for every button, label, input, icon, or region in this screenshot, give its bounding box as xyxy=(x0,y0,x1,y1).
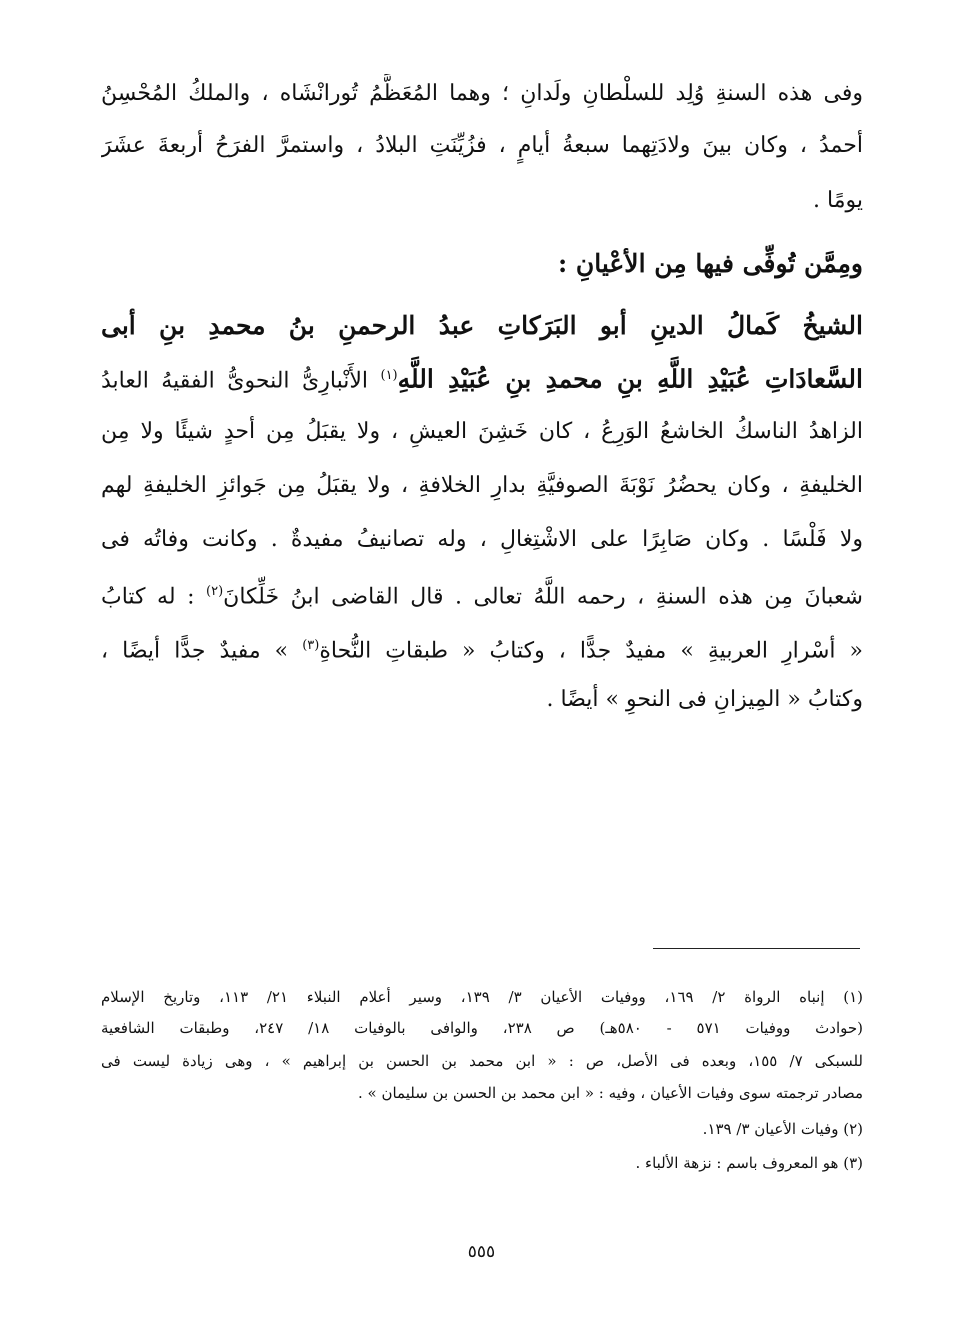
biography-name-bold: السَّعادَاتِ عُبَيْدِ اللَّهِ بنِ محمدِ بنِ عُبَيْدِ اللَّهِ xyxy=(397,364,863,394)
biography-line-books xyxy=(101,626,863,670)
biography-line: ولا فَلْسًا . وكان صَابِرًا على الاشْتِغالِ ، وله تصانيفُ مفيدةٌ . وكانت وفاتُه فى xyxy=(101,527,863,552)
footnote-line: (١) إنباه الرواة ٢/ ١٦٩، ووفيات الأعيان ٣/ ١٣٩، وسير أعلام النبلاء ٢١/ ١١٣، وتاريخ الإسلام xyxy=(101,988,863,1006)
biography-line: الخليفةِ ، وكان يحضُرُ نَوْبَةَ الصوفيَّةِ بدارِ الخلافةِ ، ولا يقبَلُ مِن جَوائزِ الخليفةِ لهم xyxy=(101,473,863,498)
footnote-line: (حوادث ووفيات ٥٧١ - ٥٨٠هـ) ص ٢٣٨، والوافى بالوفيات ١٨/ ٢٤٧، وطبقات الشافعية xyxy=(101,1019,863,1037)
biography-text: « أسْرارِ العربيةِ » مفيدٌ جدًّا ، وكتابُ « طبقاتِ النُّحاةِ xyxy=(319,638,863,664)
biography-line: وكتابُ « المِيزانِ فى النحوِ » أيضًا . xyxy=(546,687,863,712)
footnote-line: للسبكى ٧/ ١٥٥، وبعده فى الأصل، ص : « ابن محمد بن الحسن بن إبراهيم » ، وهى زيادة ليست فى xyxy=(101,1052,863,1070)
paragraph-line: أحمدُ ، وكان بينَ ولادَتِهما سبعةُ أيامٍ ، فزُيِّنَتِ البلادُ ، واستمرَّ الفرَحُ أربعةَ عشَرَ xyxy=(101,133,863,158)
footnote-ref: (٣) xyxy=(302,638,320,653)
biography-line-khallikan xyxy=(101,572,863,616)
biography-name-line-2 xyxy=(101,356,863,400)
footnote-ref: (٢) xyxy=(206,584,224,599)
footnote-separator xyxy=(653,948,860,949)
footnote-line: (٣) هو المعروف باسم : نزهة الألباء . xyxy=(635,1154,863,1172)
biography-name-rest: الأَنْبارِىُّ النحوىُّ الفقيهُ العابدُ xyxy=(101,368,368,394)
biography-text: » مفيدٌ جدًّا أيضًا ، xyxy=(101,638,289,664)
biography-text: : له كتابُ xyxy=(101,584,195,610)
section-heading: ومِمَّن تُوفِّى فيها مِن الأعْيانِ : xyxy=(557,249,863,278)
page-number: ٥٥٥ xyxy=(467,1242,496,1262)
footnote-line: (٢) وفيات الأعيان ٣/ ١٣٩. xyxy=(702,1120,863,1138)
footnote-ref: (١) xyxy=(380,368,398,383)
biography-text: شعبانَ مِن هذه السنةِ ، رحمه اللَّهُ تعالى . قال القاضى ابنُ خَلِّكانَ xyxy=(223,584,863,610)
biography-name-line: الشيخُ كَمالُ الدينِ أبو البَرَكاتِ عبدُ الرحمنِ بنُ محمدِ بنِ أبى xyxy=(101,311,863,340)
footnote-line: مصادر ترجمته سوى وفيات الأعيان ، وفيه : « ابن محمد بن الحسن بن سليمان » . xyxy=(357,1084,863,1102)
paragraph-line: وفى هذه السنةِ وُلِد للسلْطانِ ولَدانِ ؛ وهما المُعَظَّمُ تُورانْشَاه ، والملكُ المُحْسِنُ xyxy=(101,81,863,106)
paragraph-line: يومًا . xyxy=(813,188,863,213)
biography-line: الزاهدُ الناسكُ الخاشعُ الوَرِعُ ، كان خَشِنَ العيشِ ، ولا يقبَلُ مِن أحدٍ شيئًا ولا مِن xyxy=(101,419,863,444)
